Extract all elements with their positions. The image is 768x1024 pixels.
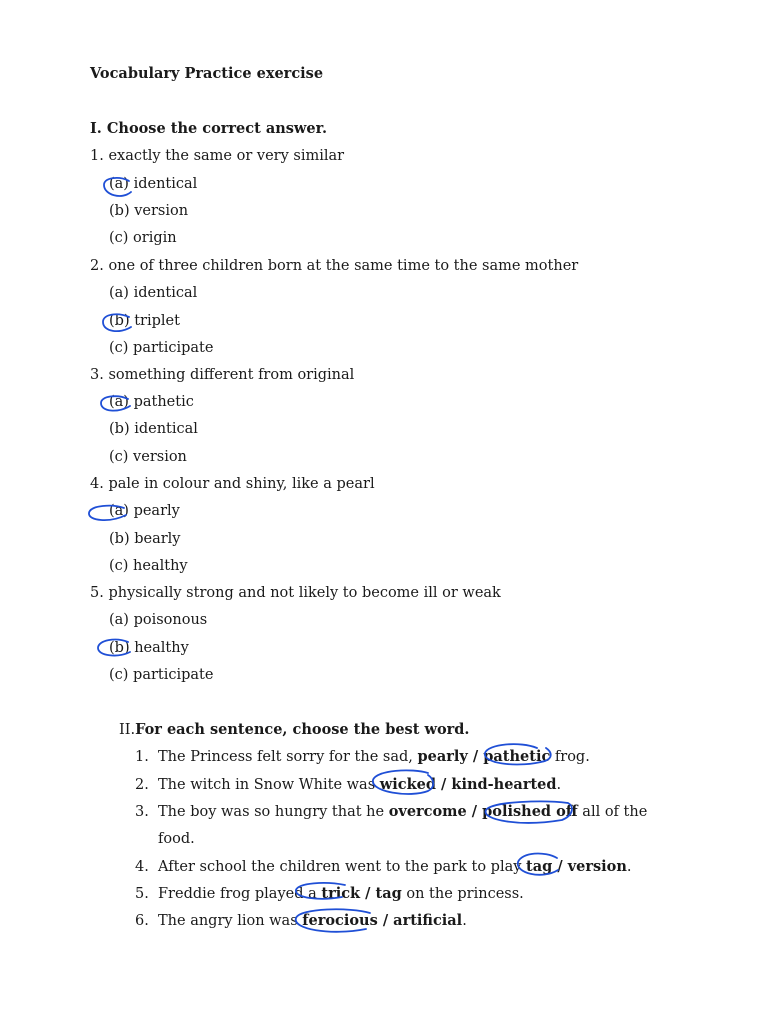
- question-1-option-c[interactable]: (c) origin: [109, 230, 177, 246]
- sentence-2: [158, 775, 561, 795]
- question-1-stem: 1. exactly the same or very similar: [90, 148, 345, 164]
- sentence-4-option-2[interactable]: version: [567, 858, 627, 875]
- sentence-2-after: .: [556, 777, 562, 793]
- sentence-4-number: 4.: [135, 859, 149, 875]
- sentence-4-option-1[interactable]: tag: [526, 858, 553, 875]
- question-2-option-c[interactable]: (c) participate: [109, 340, 214, 356]
- sentence-2-option-2[interactable]: kind-hearted: [451, 776, 557, 793]
- section-2-numeral: II.: [119, 722, 136, 738]
- page-title: Vocabulary Practice exercise: [90, 65, 324, 82]
- sentence-3-number: 3.: [135, 804, 149, 820]
- question-5-option-b[interactable]: (b) healthy: [109, 640, 189, 656]
- sentence-3-after: all of the: [577, 804, 648, 820]
- question-2-option-b[interactable]: (b) triplet: [109, 313, 180, 329]
- sentence-1-separator: /: [467, 748, 484, 765]
- sentence-1-option-2[interactable]: pathetic: [483, 748, 551, 765]
- sentence-5-separator: /: [360, 885, 376, 902]
- question-2-option-a[interactable]: (a) identical: [109, 285, 198, 301]
- question-4-option-a[interactable]: (a) pearly: [109, 503, 180, 519]
- question-3-option-a[interactable]: (a) pathetic: [109, 394, 194, 410]
- sentence-2-number: 2.: [135, 777, 149, 793]
- sentence-1-option-1[interactable]: pearly: [417, 748, 468, 765]
- sentence-5-number: 5.: [135, 886, 149, 902]
- sentence-5-option-1[interactable]: trick: [321, 885, 361, 902]
- sentence-6-separator: /: [377, 912, 394, 929]
- sentence-6-after: .: [462, 913, 467, 929]
- sentence-3-continuation: food.: [158, 831, 195, 847]
- sentence-4-before: After school the children went to the park to play: [158, 859, 527, 875]
- question-5-option-c[interactable]: (c) participate: [109, 667, 214, 683]
- sentence-1: [158, 747, 590, 767]
- sentence-6-option-1[interactable]: ferocious: [302, 912, 378, 929]
- sentence-4-separator: /: [552, 858, 568, 875]
- question-5-option-a[interactable]: (a) poisonous: [109, 612, 208, 628]
- sentence-4: [158, 857, 631, 877]
- question-3-option-b[interactable]: (b) identical: [109, 421, 198, 437]
- sentence-3-option-1[interactable]: overcome: [388, 803, 467, 820]
- sentence-2-before: The witch in Snow White was: [158, 777, 380, 793]
- sentence-1-after: frog.: [550, 749, 590, 765]
- sentence-4-after: .: [626, 859, 632, 875]
- sentence-5: [158, 884, 524, 904]
- sentence-6-option-2[interactable]: artificial: [393, 912, 463, 929]
- sentence-5-after: on the princess.: [401, 886, 524, 902]
- sentence-6-before: The angry lion was: [158, 913, 303, 929]
- question-4-option-c[interactable]: (c) healthy: [109, 558, 188, 574]
- question-2-stem: 2. one of three children born at the same time to the same mother: [90, 258, 579, 274]
- question-3-option-c[interactable]: (c) version: [109, 449, 187, 465]
- sentence-2-option-1[interactable]: wicked: [379, 776, 436, 793]
- section-2-heading: [119, 720, 469, 740]
- question-1-option-a[interactable]: (a) identical: [109, 176, 198, 192]
- sentence-1-number: 1.: [135, 749, 149, 765]
- question-5-stem: 5. physically strong and not likely to become ill or weak: [90, 585, 501, 601]
- sentence-2-separator: /: [436, 776, 452, 793]
- sentence-6-number: 6.: [135, 913, 149, 929]
- sentence-3-separator: /: [466, 803, 483, 820]
- section-2-heading-text: For each sentence, choose the best word.: [135, 721, 470, 738]
- question-3-stem: 3. something different from original: [90, 367, 355, 383]
- question-1-option-b[interactable]: (b) version: [109, 203, 189, 219]
- sentence-5-option-2[interactable]: tag: [375, 885, 402, 902]
- section-1-heading: I. Choose the correct answer.: [90, 120, 327, 137]
- sentence-3-option-2[interactable]: polished off: [482, 803, 578, 820]
- question-4-stem: 4. pale in colour and shiny, like a pearl: [90, 476, 375, 492]
- sentence-5-before: Freddie frog played a: [158, 886, 322, 902]
- sentence-3-before: The boy was so hungry that he: [158, 804, 389, 820]
- sentence-1-before: The Princess felt sorry for the sad,: [158, 749, 418, 765]
- question-4-option-b[interactable]: (b) bearly: [109, 531, 181, 547]
- sentence-3: [158, 802, 647, 822]
- sentence-6: [158, 911, 467, 931]
